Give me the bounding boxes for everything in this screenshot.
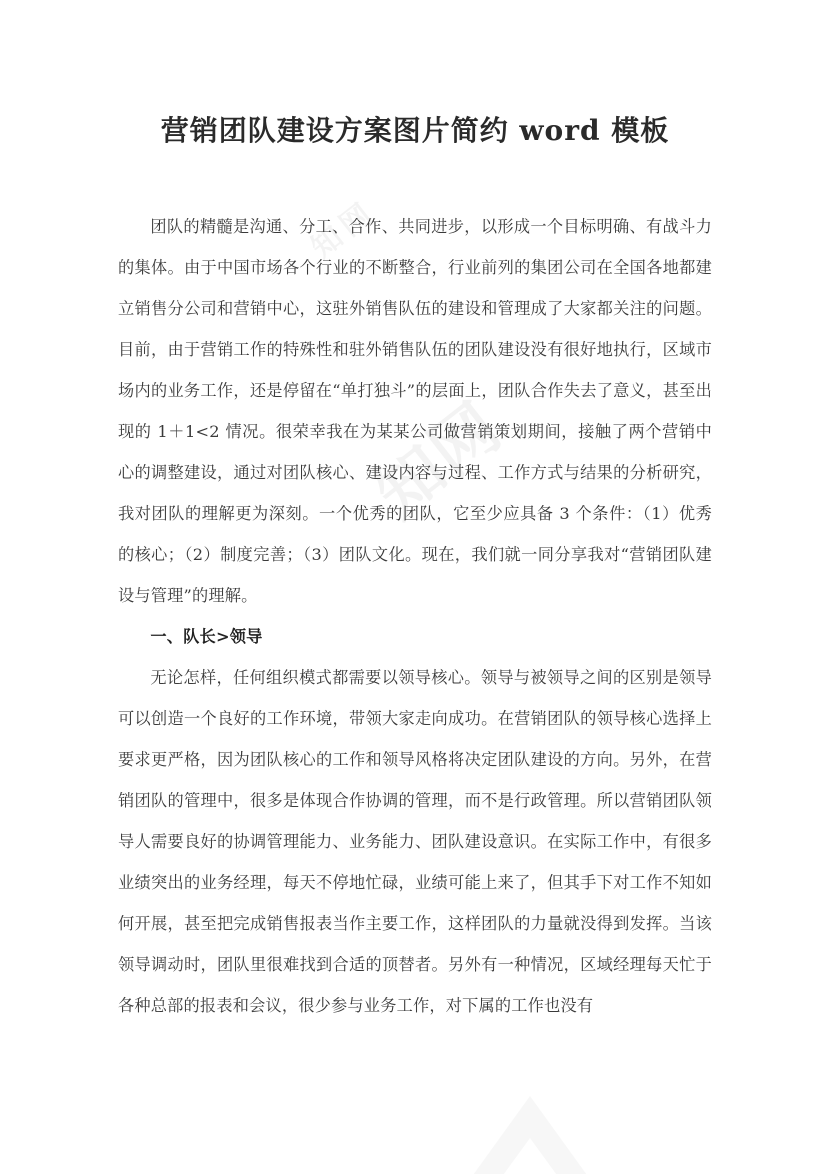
watermark-logo-icon [455, 1096, 605, 1174]
paragraph-section-1-body: 无论怎样，任何组织模式都需要以领导核心。领导与被领导之间的区别是领导可以创造一个良好的工作环境，带领大家走向成功。在营销团队的领导核心选择上要求更严格，因为团队核心的工作和领导风格将决定团队建设的方向。另外，在营销团队的管理中，很多是体现合作协调的管理，而不是行政管理。所以营销团队领导人需要良好的协调管理能力、业务能力、团队建设意识。在实际工作中，有很多业绩突出的业务经理，每天不停地忙碌，业绩可能上来了，但其手下对工作不知如何开展，甚至把完成销售报表当作主要工作，这样团队的力量就没得到发挥。当该领导调动时，团队里很难找到合适的顶替者。另外有一种情况，区域经理每天忙于各种总部的报表和会议，很少参与业务工作，对下属的工作也没有 [118, 668, 712, 1015]
watermark-triangle-outer [455, 1096, 605, 1174]
page-title: 营销团队建设方案图片简约 word 模板 [160, 114, 670, 147]
section-heading-1: 一、队长>领导 [150, 627, 263, 646]
document-body [118, 206, 712, 1026]
watermark-triangle-inner [485, 1138, 575, 1174]
paragraph-intro: 团队的精髓是沟通、分工、合作、共同进步，以形成一个目标明确、有战斗力的集体。由于中国市场各个行业的不断整合，行业前列的集团公司在全国各地都建立销售分公司和营销中心，这驻外销售队伍的建设和管理成了大家都关注的问题。目前，由于营销工作的特殊性和驻外销售队伍的团队建设没有很好地执行，区域市场内的业务工作，还是停留在“单打独斗”的层面上，团队合作失去了意义，甚至出现的 1＋1<2 情况。很荣幸我在为某某公司做营销策划期间，接触了两个营销中心的调整建设，通过对团队核心、建设内容与过程、工作方式与结果的分析研究，我对团队的理解更为深刻。一个优秀的团队，它至少应具备 3 个条件：（1）优秀的核心；（2）制度完善；（3）团队文化。现在，我们就一同分享我对“营销团队建设与管理”的理解。 [118, 217, 712, 605]
